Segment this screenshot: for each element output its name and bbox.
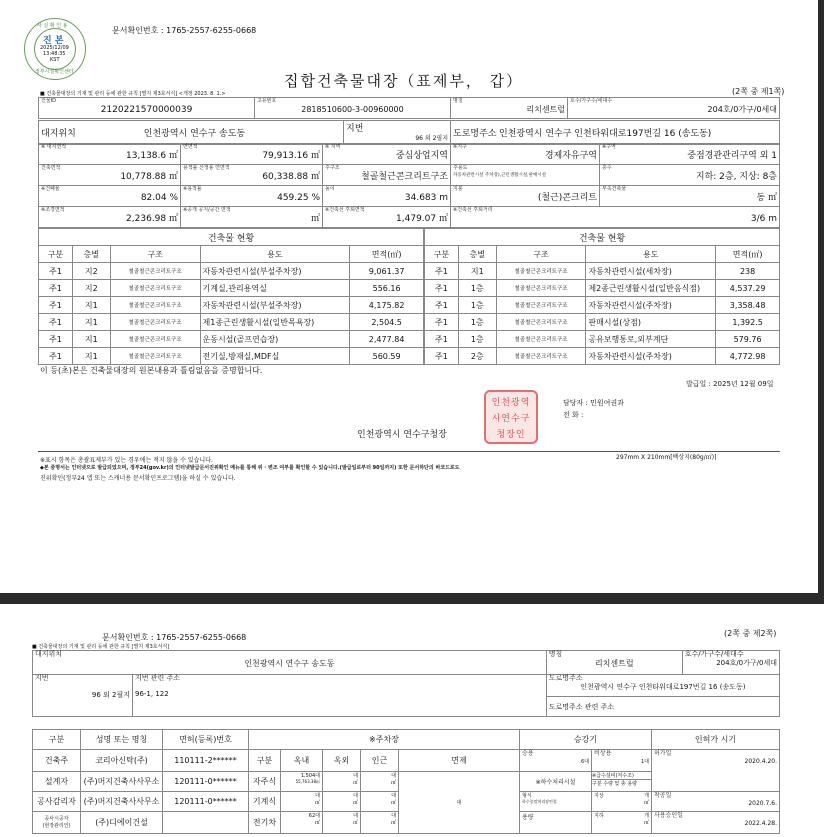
page-separator xyxy=(0,593,824,604)
park-h-outdoor: 옥외 xyxy=(323,750,361,772)
status-cell: 주1 xyxy=(39,263,73,280)
doc-confirm-number: 문서확인번호 : 1765-2557-6255-0668 xyxy=(102,633,247,642)
name-label: 명칭 xyxy=(548,650,563,658)
zone: 중심상업지역 xyxy=(395,151,448,161)
status-row xyxy=(425,263,780,280)
status-cell: 주1 xyxy=(39,331,73,348)
main-use-label: 주용도 xyxy=(453,165,468,171)
building-area-label: 건축면적 xyxy=(41,165,61,171)
p2-header-table xyxy=(32,650,780,717)
stamp-mid-text: 진 본 xyxy=(43,36,64,46)
unique-no: 2818510600-3-00960000 xyxy=(301,105,404,114)
status-header: 면적(㎡) xyxy=(716,246,780,263)
permit-label: 허가일 xyxy=(654,750,672,757)
far: 459.25 % xyxy=(277,193,320,203)
units-label: 호수/가구수/세대수 xyxy=(684,650,744,658)
status-row xyxy=(39,297,424,314)
park-mech-outdoor-area: ㎡ xyxy=(352,800,358,806)
elev-passenger: 승용 xyxy=(522,750,534,757)
site-label: 대지위치 xyxy=(41,129,76,139)
road-address: 인천광역시 연수구 인천타워대로197번길 16 (송도동) xyxy=(499,129,712,139)
permit-date: 2020.4.20. xyxy=(744,758,777,765)
site-address: 인천광역시 연수구 송도동 xyxy=(244,659,335,668)
status-header: 층별 xyxy=(458,246,496,263)
building-id-label: 건물ID xyxy=(41,98,56,104)
status-cell: 철골철근콘크리트구조 xyxy=(110,263,200,280)
park-self-nearby-area: ㎡ xyxy=(390,780,396,786)
status-row xyxy=(39,331,424,348)
lot-rel-label: 지번 관련 주소 xyxy=(135,674,181,682)
status-header: 층별 xyxy=(72,246,110,263)
status-row xyxy=(425,280,780,297)
status-cell: 238 xyxy=(716,263,780,280)
status-cell: 9,061.37 xyxy=(350,263,424,280)
sewage: ※하수처리시설 xyxy=(520,772,592,792)
h-type: 구분 xyxy=(33,730,81,750)
status-row xyxy=(425,331,780,348)
footnote-2: ◆본 증명서는 인터넷으로 발급되었으며, 정부24(gov.kr)의 인터넷발급문서진위확인 메뉴를 통해 위 · 변조 여부를 확인할 수 있습니다.(발급일로부터 90일까지) 또한 문서하단의 바코드로도 xyxy=(40,465,460,471)
zone-label: ※ 지역 xyxy=(325,144,341,150)
building-name: 리치센트럴 xyxy=(526,105,565,114)
status-title: 건축물 현황 xyxy=(39,229,424,246)
status-cell: 지1 xyxy=(72,348,110,365)
park-ev-nearby: 대 xyxy=(391,813,396,819)
status-cell: 주1 xyxy=(425,263,459,280)
name-label: 명칭 xyxy=(453,98,463,104)
status-row xyxy=(425,297,780,314)
h-name: 성명 또는 명칭 xyxy=(81,730,163,750)
site-table xyxy=(38,120,780,145)
annex: 동 ㎡ xyxy=(756,193,777,203)
contractor-license xyxy=(163,812,249,834)
status-cell: 1층 xyxy=(458,331,496,348)
h-elevator: 승강기 xyxy=(520,730,652,750)
status-cell: 철골철근콘크리트구조 xyxy=(496,280,586,297)
status-cell: 1,392.5 xyxy=(716,314,780,331)
district-label: ※지구 xyxy=(453,144,467,150)
height-label: 높이 xyxy=(325,186,335,192)
far-floor-area-label: 용적률 산정용 연면적 xyxy=(183,165,230,171)
h-parking: ※주차장 xyxy=(249,730,520,750)
designer-role: 설계자 xyxy=(33,772,81,792)
status-cell: 지1 xyxy=(458,263,496,280)
park-ev-indoor: 62대 xyxy=(308,813,320,819)
status-cell: 철골철근콘크리트구조 xyxy=(496,297,586,314)
floor-area-label: 연면적 xyxy=(183,144,198,150)
status-cell: 자동차관련시설(세차장) xyxy=(586,263,716,280)
park-mech-outdoor: 대 xyxy=(353,793,358,799)
lot-rel: 96-1, 122 xyxy=(135,690,169,698)
status-header: 면적(㎡) xyxy=(350,246,424,263)
site-area: 13,138.6 ㎡ xyxy=(126,151,178,161)
park-self-nearby: 대 xyxy=(391,773,396,779)
park-ev-indoor-area: ㎡ xyxy=(314,820,320,826)
units: 204호/0가구/0세대 xyxy=(707,105,777,114)
status-cell: 지2 xyxy=(72,280,110,297)
supervisor-name: (주)머지건축사사무소 xyxy=(81,792,163,812)
approve-date: 2022.4.28. xyxy=(744,820,777,827)
water-r2: 지하 xyxy=(594,813,604,819)
park-self-outdoor-area: ㎡ xyxy=(352,780,358,786)
status-cell: 운동시설(골프연습장) xyxy=(200,331,350,348)
page-2 xyxy=(0,604,818,837)
status-row xyxy=(39,314,424,331)
status-cell: 지1 xyxy=(72,314,110,331)
status-cell: 철골철근콘크리트구조 xyxy=(496,331,586,348)
setback-dist-label: ※건축선 후퇴거리 xyxy=(453,207,493,213)
elev-emergency: 비상용 xyxy=(594,750,612,757)
water-h1: 구분 xyxy=(592,781,602,787)
status-cell: 기계실,관리용역실 xyxy=(200,280,350,297)
approve-label: 사용승인일 xyxy=(654,812,683,819)
verification-stamp xyxy=(24,18,86,80)
status-cell: 주1 xyxy=(39,280,73,297)
stamp-top-text: 사 실 확 인 용 xyxy=(37,23,68,29)
designer-name: (주)머지건축사사무소 xyxy=(81,772,163,792)
status-cell: 4,772.98 xyxy=(716,348,780,365)
issue-date: 발급일 : 2025년 12월 09일 xyxy=(686,380,774,388)
status-cell: 3,358.48 xyxy=(716,297,780,314)
stamp-date: 2025/12/09 xyxy=(40,45,69,51)
status-cell: 철골철근콘크리트구조 xyxy=(496,348,586,365)
regulation-note: ■ 건축물대장의 기재 및 관리 등에 관한 규칙 [별지 제3호서식] xyxy=(32,644,170,650)
status-cell: 주1 xyxy=(39,348,73,365)
far-label: ※용적률 xyxy=(183,186,202,192)
coverage-label: ※건폐율 xyxy=(41,186,60,192)
park-h-exempt: 면제 xyxy=(399,750,520,772)
contractor-name: (주)디에이건설 xyxy=(81,812,163,834)
park-mech-nearby-area: ㎡ xyxy=(390,800,396,806)
roof-label: 지붕 xyxy=(453,186,463,192)
viewer-scrollbar-track[interactable] xyxy=(818,0,824,604)
status-cell: 자동차관련시설(주차장) xyxy=(586,348,716,365)
status-cell: 자동차관련시설(부설주차장) xyxy=(200,263,350,280)
park-self-indoor-area: 55,763.38㎡ xyxy=(295,779,320,784)
park-mech-indoor: 대 xyxy=(315,793,320,799)
floors-label: 층수 xyxy=(602,165,612,171)
elev-passenger-count: 6대 xyxy=(580,759,589,765)
owner-license: 110111-2****** xyxy=(163,750,249,772)
contractor-role: 공사시공자 (현장관리인) xyxy=(33,812,81,834)
area: 중점경관관리구역 외 1 xyxy=(687,151,777,161)
site-address: 인천광역시 연수구 송도동 xyxy=(143,129,246,139)
coverage: 82.04 % xyxy=(140,193,178,203)
owner-role: 건축주 xyxy=(33,750,81,772)
status-cell: 철골철근콘크리트구조 xyxy=(110,314,200,331)
park-exempt: 대 xyxy=(399,772,520,834)
seal-text: 인천광역 시연수구 청장인 xyxy=(491,398,531,440)
setback-dist: 3/6 m xyxy=(750,214,777,224)
park-self-indoor: 1,504대 xyxy=(300,773,320,779)
status-cell: 자동차관련시설(주차장) xyxy=(586,297,716,314)
status-header: 용도 xyxy=(586,246,716,263)
h-permit: 인허가 시기 xyxy=(652,730,780,750)
start-label: 착공일 xyxy=(654,792,672,799)
site-label: 대지위치 xyxy=(35,650,63,658)
elev-emergency-count: 1대 xyxy=(640,759,649,765)
status-cell: 주1 xyxy=(425,280,459,297)
setback-area-label: ※건축선 후퇴면적 xyxy=(325,207,365,213)
status-cell: 주1 xyxy=(39,314,73,331)
floor-area: 79,913.16 ㎡ xyxy=(262,151,320,161)
status-header: 구분 xyxy=(425,246,459,263)
status-cell: 556.16 xyxy=(350,280,424,297)
stamp-tz: KST xyxy=(50,57,60,63)
page-indicator: (2쪽 중 제1쪽) xyxy=(732,87,785,96)
stamp-bottom-text: 정부시설확인센터 xyxy=(35,69,74,75)
landscape-label: ※조경면적 xyxy=(41,207,65,213)
page-title: 집합건축물대장（표제부， 갑） xyxy=(284,72,524,90)
status-row xyxy=(39,348,424,365)
setback-area: 1,479.07 ㎡ xyxy=(396,214,448,224)
supervisor-role: 공사감리자 xyxy=(33,792,81,812)
park-h-nearby: 인근 xyxy=(361,750,399,772)
status-cell: 철골철근콘크리트구조 xyxy=(496,314,586,331)
lot-number: 96 외 2필지 xyxy=(91,691,130,699)
water-r1: 지상 xyxy=(594,793,604,799)
status-table-left xyxy=(38,228,424,365)
status-cell: 주1 xyxy=(425,331,459,348)
park-mech-type: 기계식 xyxy=(249,792,281,812)
status-cell: 판매시설(상점) xyxy=(586,314,716,331)
park-ev-outdoor: 대 xyxy=(353,813,358,819)
start-date: 2020.7.6. xyxy=(748,800,777,807)
page-indicator: (2쪽 중 제2쪽) xyxy=(724,629,777,638)
status-cell: 철골철근콘크리트구조 xyxy=(110,280,200,297)
stamp-time: 13:48:35 xyxy=(43,51,66,57)
far-floor-area: 60,338.88 ㎡ xyxy=(262,172,320,182)
official-seal xyxy=(484,390,538,444)
water-r1-volume: ㎡ xyxy=(643,800,649,806)
open-space: ㎡ xyxy=(310,214,320,224)
paper-spec: 297mm X 210mm[백상지(80g/㎡)] xyxy=(616,454,717,461)
footnote-1: ※표시 항목은 총괄표제부가 있는 경우에는 적지 않을 수 있습니다. xyxy=(40,457,213,464)
sewage-capacity-label: 용량 xyxy=(520,812,592,834)
status-header: 구분 xyxy=(39,246,73,263)
status-cell: 지1 xyxy=(72,331,110,348)
status-cell: 철골철근콘크리트구조 xyxy=(110,331,200,348)
status-cell: 579.76 xyxy=(716,331,780,348)
issuer: 인천광역시 연수구청장 xyxy=(357,430,447,440)
water-r1-count: 개 xyxy=(644,793,649,799)
water-h2: 수량 및 총 용량 xyxy=(603,781,638,787)
contact-person: 담당자 : 민원여권과 xyxy=(563,399,624,407)
status-row xyxy=(425,314,780,331)
status-cell: 4,537.29 xyxy=(716,280,780,297)
status-cell: 주1 xyxy=(425,314,459,331)
road-label: 도로명주소 xyxy=(453,129,497,139)
building-area: 10,778.88 ㎡ xyxy=(120,172,178,182)
open-space-label: ※공개 공지/공간 면적 xyxy=(183,207,231,213)
status-cell: 공유보행통로,외부계단 xyxy=(586,331,716,348)
water: ※급수설비(저수조) xyxy=(592,772,651,780)
status-row xyxy=(425,348,780,365)
status-cell: 2,477.84 xyxy=(350,331,424,348)
sewage-type-label: 형식 xyxy=(522,793,532,799)
footnote-3: 진위확인(정부24 앱 또는 스캐너용 문서확인프로그램)을 하실 수 있습니다. xyxy=(40,475,236,482)
status-cell: 자동차관련시설(부설주차장) xyxy=(200,297,350,314)
units: 204호/0가구/0세대 xyxy=(716,659,777,667)
contact-phone: 전 화 : xyxy=(563,411,584,419)
park-ev-nearby-area: ㎡ xyxy=(390,820,396,826)
site-area-label: ※ 대지면적 xyxy=(41,144,67,150)
unique-no-label: 고유번호 xyxy=(257,98,277,104)
certify-text: 이 등(초)본은 건축물대장의 원본내용과 틀림없음을 증명합니다. xyxy=(40,366,263,375)
roof: (철근)콘크리트 xyxy=(537,193,597,203)
status-cell: 주1 xyxy=(425,297,459,314)
landscape: 2,236.98 ㎡ xyxy=(126,214,178,224)
status-cell: 1층 xyxy=(458,280,496,297)
building-name: 리치센트럴 xyxy=(594,659,634,668)
status-cell: 4,175.82 xyxy=(350,297,424,314)
structure: 철골철근콘크리트구조 xyxy=(361,172,448,182)
owner-name: 코리아신탁(주) xyxy=(81,750,163,772)
status-cell: 주1 xyxy=(425,348,459,365)
h-license: 면허(등록)번호 xyxy=(163,730,249,750)
lot-label: 지번 xyxy=(346,124,364,134)
status-cell: 2층 xyxy=(458,348,496,365)
road-address: 인천광역시 연수구 인천타워대로197번길 16 (송도동) xyxy=(580,683,746,691)
annex-label: 부속건축물 xyxy=(602,186,627,192)
status-header: 용도 xyxy=(200,246,350,263)
status-cell: 560.59 xyxy=(350,348,424,365)
status-cell: 철골철근콘크리트구조 xyxy=(110,348,200,365)
status-row xyxy=(39,263,424,280)
park-self-type: 자주식 xyxy=(249,772,281,792)
spec-table xyxy=(38,143,780,228)
park-mech-indoor-area: ㎡ xyxy=(314,800,320,806)
regulation-note: ■ 건축물대장의 기재 및 관리 등에 관한 규칙 [별지 제3호서식] <개정 2023. 8. 1.> xyxy=(40,91,226,97)
status-cell: 지2 xyxy=(72,263,110,280)
floors: 지하: 2층, 지상: 8층 xyxy=(695,172,777,182)
district: 경제자유구역 xyxy=(544,151,597,161)
status-table-right xyxy=(424,228,780,365)
status-cell: 주1 xyxy=(39,297,73,314)
park-mech-nearby: 대 xyxy=(391,793,396,799)
building-id: 2120221570000039 xyxy=(100,105,193,115)
lot-label: 지번 xyxy=(35,674,49,682)
park-ev-outdoor-area: ㎡ xyxy=(352,820,358,826)
road-rel-label: 도로명주소 관련 주소 xyxy=(548,702,615,711)
structure-label: 주구조 xyxy=(325,165,340,171)
status-row xyxy=(39,280,424,297)
p2-detail-table xyxy=(32,729,780,834)
status-cell: 1층 xyxy=(458,297,496,314)
lot-number: 96 외 2필지 xyxy=(415,135,448,142)
status-cell: 제1종근린생활시설(일반목욕장) xyxy=(200,314,350,331)
road-label: 도로명주소 xyxy=(548,674,583,682)
sewage-type: 하수종말처리장연결 xyxy=(522,799,557,804)
water-r2-count: 개 xyxy=(644,813,649,819)
status-cell: 지1 xyxy=(72,297,110,314)
status-cell: 2,504.5 xyxy=(350,314,424,331)
height: 34.683 m xyxy=(404,193,448,203)
status-cell: 전기실,방재실,MDF실 xyxy=(200,348,350,365)
main-use: 자동차관련시설 주차장),근린생활시설,판매시설 xyxy=(453,173,546,178)
status-cell: 철골철근콘크리트구조 xyxy=(496,263,586,280)
status-cell: 제2종근린생활시설(일반음식점) xyxy=(586,280,716,297)
park-h-indoor: 옥내 xyxy=(281,750,323,772)
park-ev-type: 전기차 xyxy=(249,812,281,834)
supervisor-license: 120111-0****** xyxy=(163,792,249,812)
status-cell: 1층 xyxy=(458,314,496,331)
doc-confirm-number: 문서확인번호 : 1765-2557-6255-0668 xyxy=(112,26,257,35)
status-header: 구조 xyxy=(110,246,200,263)
status-header: 구조 xyxy=(496,246,586,263)
water-r2-volume: ㎡ xyxy=(643,820,649,826)
units-label: 호수/가구수/세대수 xyxy=(570,98,613,104)
park-self-outdoor: 대 xyxy=(353,773,358,779)
designer-license: 120111-0****** xyxy=(163,772,249,792)
park-h-type: 구분 xyxy=(249,750,281,772)
status-cell: 철골철근콘크리트구조 xyxy=(110,297,200,314)
status-title: 건축물 현황 xyxy=(425,229,780,246)
area-label: ※구역 xyxy=(602,144,616,150)
header-table xyxy=(38,97,780,119)
